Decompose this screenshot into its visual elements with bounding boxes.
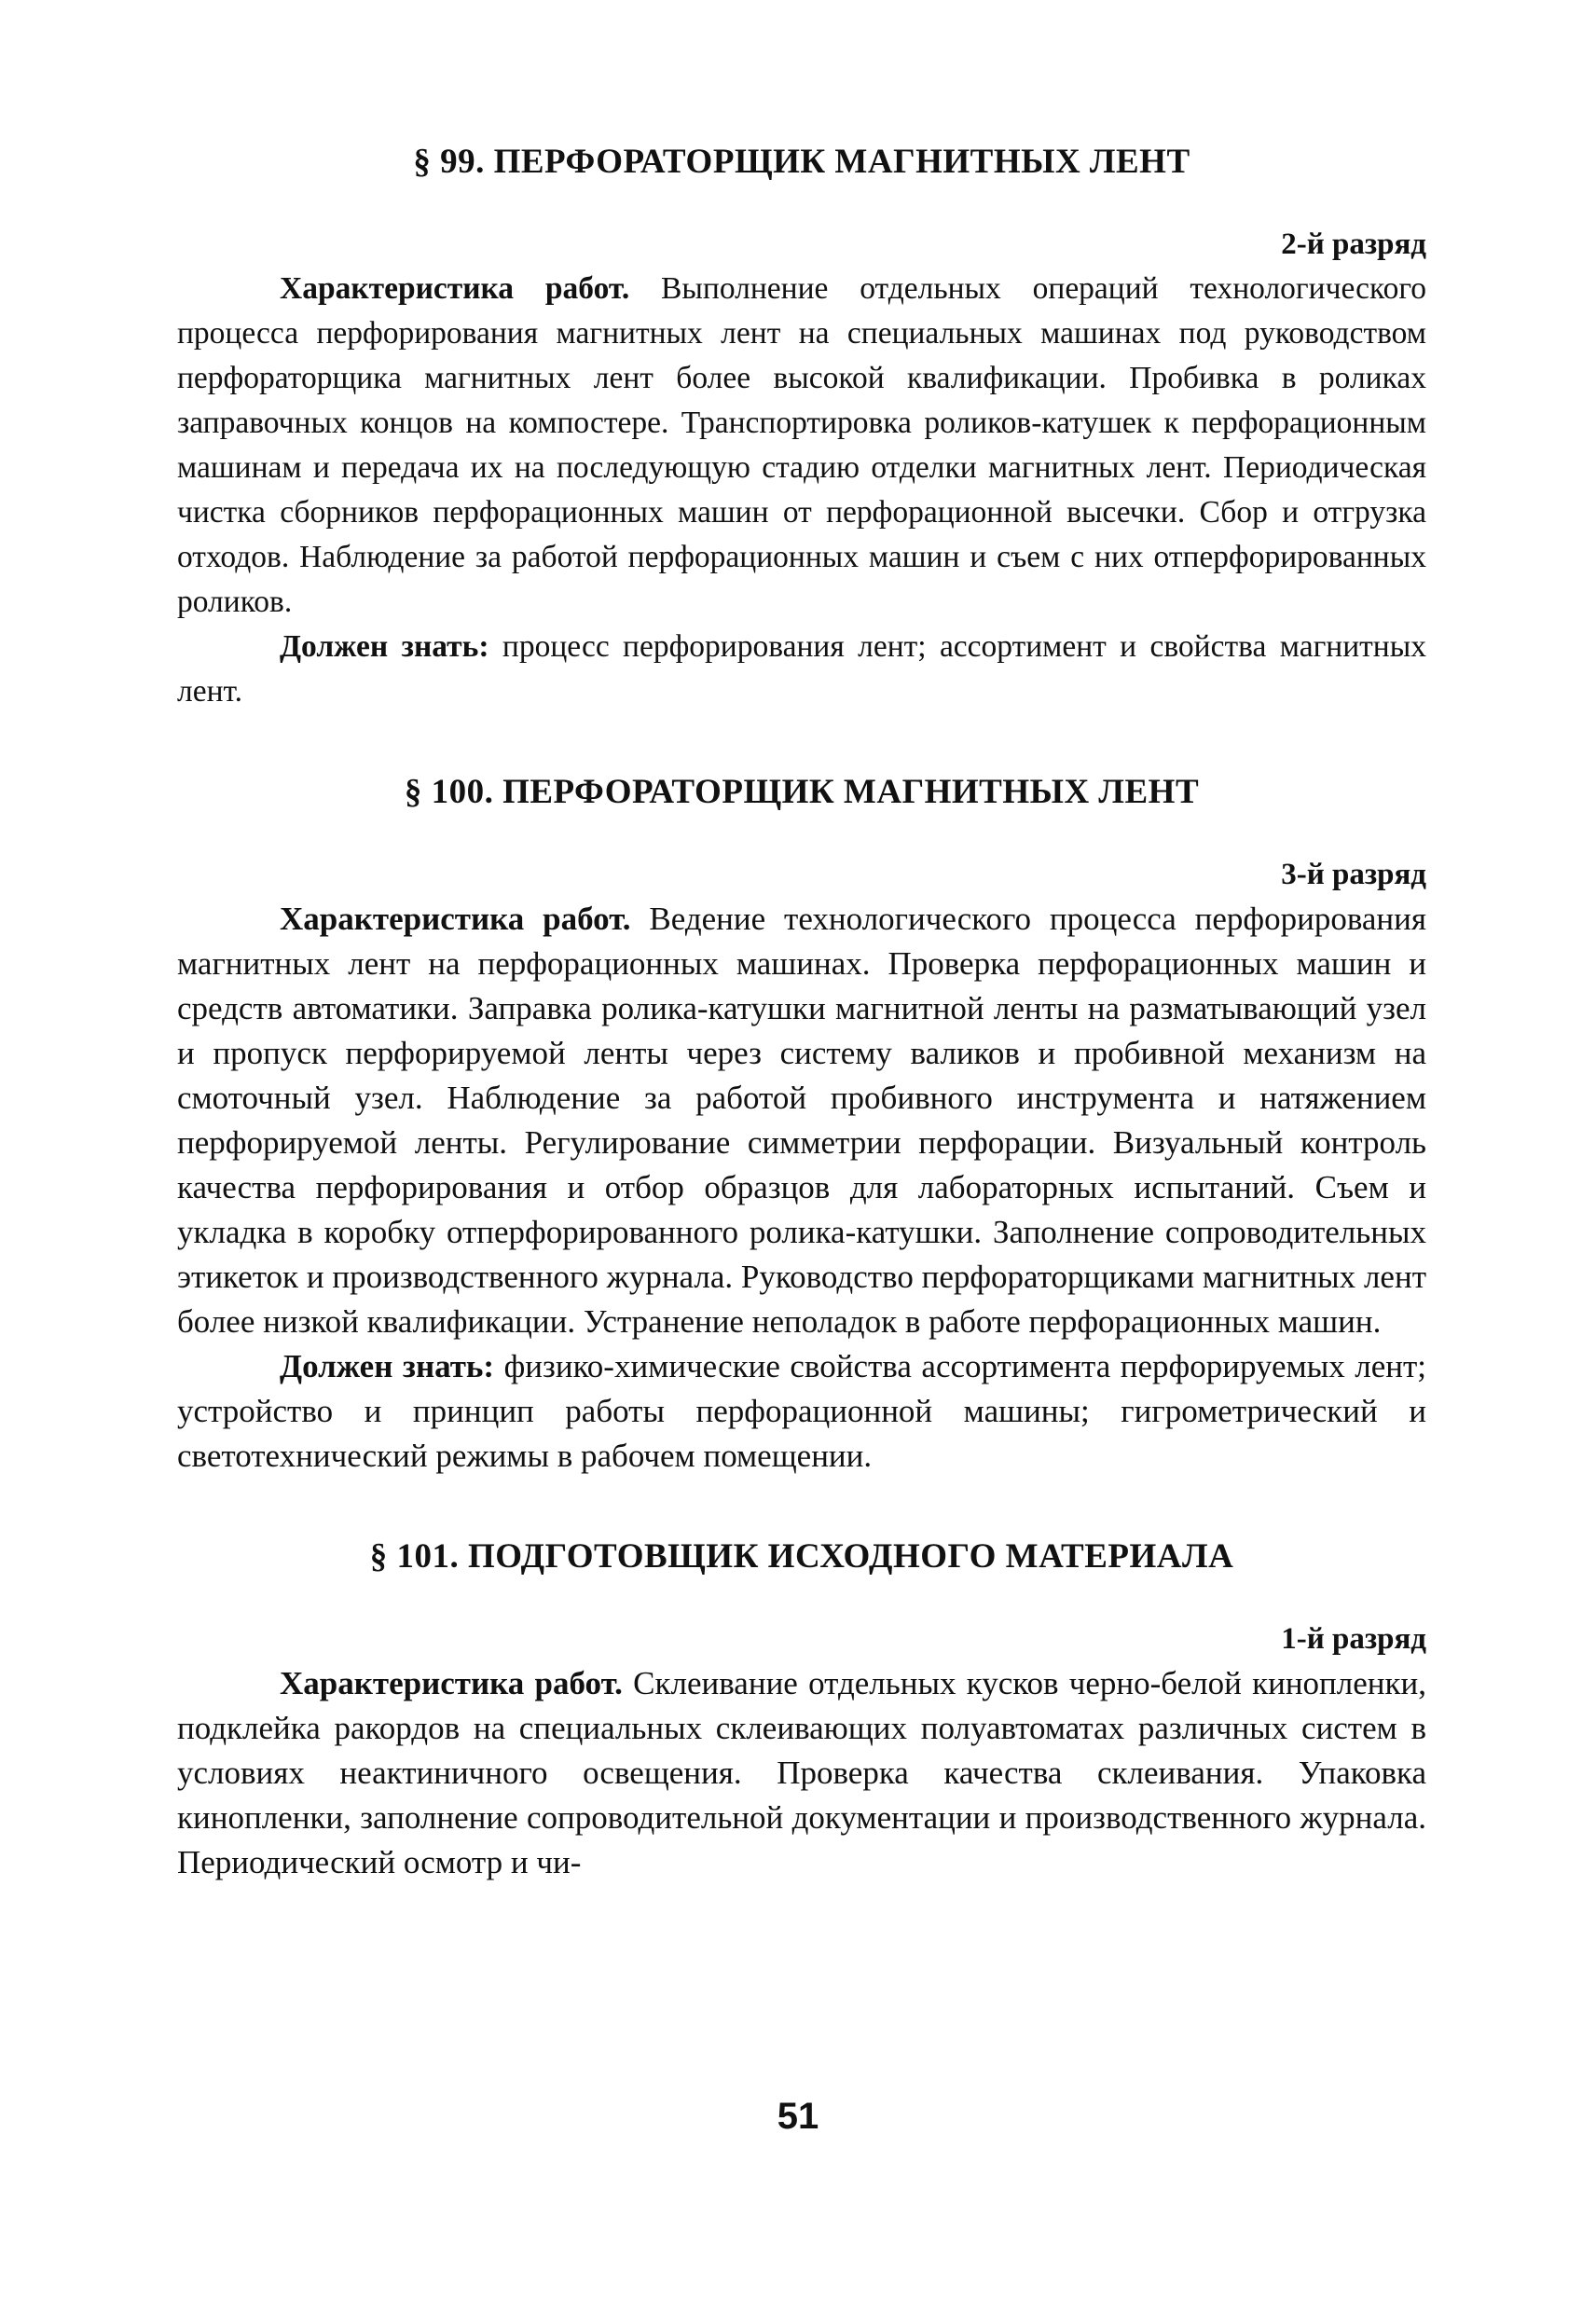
knowledge-label: Должен знать: bbox=[280, 629, 489, 664]
knowledge-label: Должен знать: bbox=[280, 1348, 495, 1384]
knowledge-text: процесс перфорирования лент; ассортимент и свойства магнитных лент. bbox=[177, 629, 1426, 709]
grade-label: 2-й разряд bbox=[1281, 227, 1426, 261]
characteristics-text: Склеивание отдельных кусков черно-белой кинопленки, подклейка ракордов на специальных склеивающих полуавтоматах различных систем в условиях неактиничного освещения. Проверка качества склеивания. Упаковка кинопленки, заполнение сопроводительной документации и производственного журнала. Периодический осмотр и чи- bbox=[177, 1665, 1427, 1880]
section-100 bbox=[177, 770, 1426, 1479]
characteristics-label: Характеристика работ. bbox=[280, 1665, 623, 1701]
grade-label: 3-й разряд bbox=[1281, 858, 1426, 891]
knowledge-paragraph bbox=[177, 625, 1426, 714]
characteristics-paragraph bbox=[177, 267, 1426, 625]
section-heading: § 99. ПЕРФОРАТОРЩИК МАГНИТНЫХ ЛЕНТ bbox=[413, 143, 1190, 181]
page-number: 51 bbox=[777, 2096, 819, 2137]
characteristics-text: Выполнение отдельных операций технологического процесса перфорирования магнитных лент на специальных машинах под руководством перфораторщика магнитных лент более высокой квалификации. Пробивка в роликах заправочных концов на компостере. Транспортировка роликов-катушек к перфорационным машинам и передача их на последующую стадию отделки магнитных лент. Периодическая чистка сборников перфорационных машин от перфорационной высечки. Сбор и отгрузка отходов. Наблюдение за работой перфорационных машин и съем с них отперфорированных роликов. bbox=[177, 271, 1427, 619]
characteristics-text: Ведение технологического процесса перфорирования магнитных лент на перфорационных машинах. Проверка перфорационных машин и средств автоматики. Заправка ролика-катушки магнитной ленты на разматывающий узел и пропуск перфорируемой ленты через систему валиков и пробивной механизм на смоточный узел. Наблюдение за работой пробивного инструмента и натяжением перфорируемой ленты. Регулирование симметрии перфорации. Визуальный контроль качества перфорирования и отбор образцов для лабораторных испытаний. Съем и укладка в коробку отперфорированного ролика-катушки. Заполнение сопроводительных этикеток и производственного журнала. Руководство перфораторщиками магнитных лент более низкой квалификации. Устранение неполадок в работе перфорационных машин. bbox=[177, 901, 1426, 1340]
document-page bbox=[177, 140, 1426, 1885]
section-heading: § 101. ПОДГОТОВЩИК ИСХОДНОГО МАТЕРИАЛА bbox=[369, 1537, 1234, 1576]
characteristics-paragraph bbox=[177, 897, 1426, 1344]
knowledge-text: физико-химические свойства ассортимента перфорируемых лент; устройство и принцип работы перфорационной машины; гигрометрический и светотехнический режимы в рабочем помещении. bbox=[177, 1348, 1426, 1474]
grade-label: 1-й разряд bbox=[1281, 1622, 1426, 1656]
knowledge-paragraph bbox=[177, 1344, 1426, 1479]
characteristics-paragraph bbox=[177, 1661, 1426, 1885]
section-99 bbox=[177, 140, 1426, 714]
section-heading: § 100. ПЕРФОРАТОРЩИК МАГНИТНЫХ ЛЕНТ bbox=[404, 773, 1200, 811]
section-101 bbox=[177, 1535, 1426, 1885]
characteristics-label: Характеристика работ. bbox=[280, 271, 630, 306]
characteristics-label: Характеристика работ. bbox=[280, 901, 631, 937]
